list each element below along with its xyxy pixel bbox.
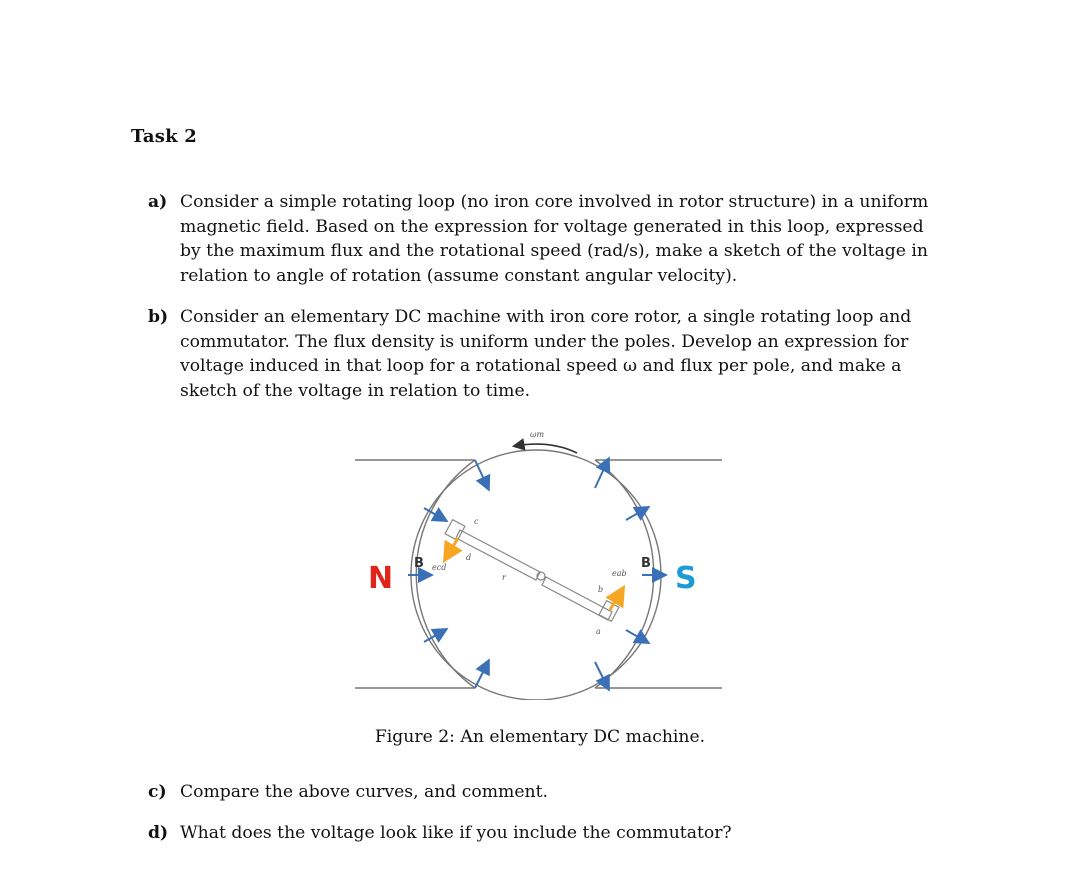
task-title: Task 2 [131, 126, 197, 147]
question-a-text: Consider a simple rotating loop (no iron core involved in rotor structure) in a uniform magnetic field. Based on the expression for voltage generated in this loop, expressed by the maximum flux and the rotational speed (rad/s), make a sketch of the voltage in relation to angle of rotation (assume constant angular velocity). [180, 192, 929, 286]
pole-south-label: S [675, 561, 697, 596]
omega-label: ωm [530, 430, 545, 439]
label-a: a [596, 627, 601, 636]
label-eab: eab [612, 569, 627, 578]
label-d: d [466, 553, 472, 562]
question-b [148, 305, 948, 403]
question-c-text: Compare the above curves, and comment. [180, 782, 548, 802]
dc-machine-figure [340, 420, 740, 700]
question-d [148, 821, 948, 846]
question-b-label: b) [148, 307, 169, 327]
question-d-label: d) [148, 823, 169, 843]
figure-caption: Figure 2: An elementary DC machine. [374, 727, 706, 747]
field-label-left: B [414, 556, 424, 571]
question-b-text: Consider an elementary DC machine with iron core rotor, a single rotating loop and commutator. The flux density is uniform under the poles. Develop an expression for voltage induced in that loop for a rotational speed ω and flux per pole, and make a sketch of the voltage in relation to time. [180, 307, 912, 401]
rotor-loop [445, 520, 619, 622]
question-c-label: c) [148, 782, 167, 802]
label-r: r [502, 573, 506, 582]
question-a-label: a) [148, 192, 168, 212]
label-b: b [598, 585, 604, 594]
label-ecd: ecd [432, 563, 447, 572]
label-c: c [474, 517, 479, 526]
current-arrows [446, 538, 622, 610]
pole-north-label: N [368, 561, 394, 596]
field-label-right: B [641, 556, 651, 571]
question-a [148, 190, 948, 288]
question-c [148, 780, 948, 805]
rotation-arrow [515, 444, 577, 453]
question-d-text: What does the voltage look like if you include the commutator? [180, 823, 732, 843]
